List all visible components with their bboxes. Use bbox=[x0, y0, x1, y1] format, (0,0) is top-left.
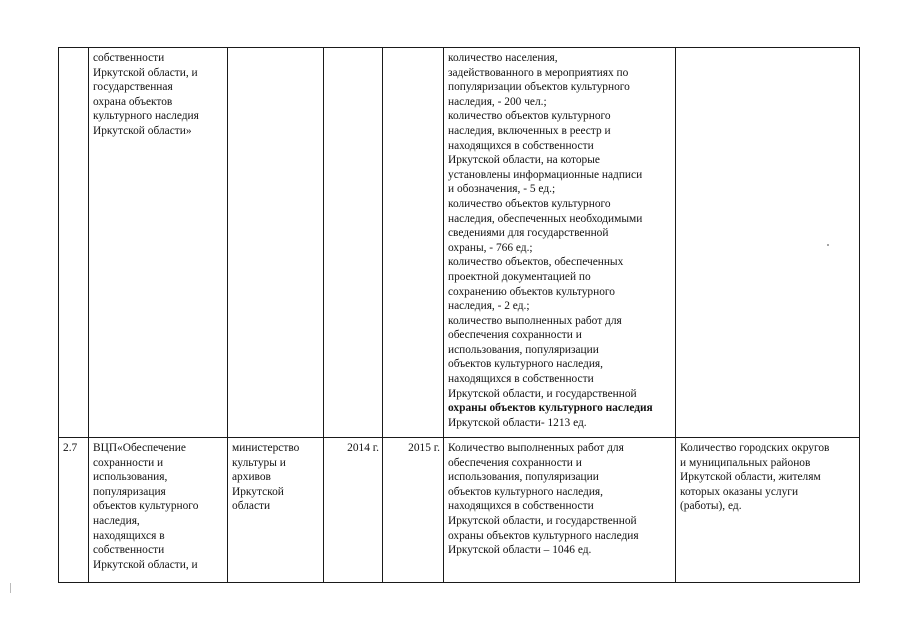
target-line: (работы), ед. bbox=[680, 500, 742, 513]
activity-name-line: использования, bbox=[93, 471, 168, 484]
executor-cell bbox=[228, 438, 324, 583]
table-row bbox=[59, 48, 860, 438]
scan-mark bbox=[10, 583, 11, 593]
executor-line: Иркутской bbox=[232, 485, 284, 498]
table-row bbox=[59, 438, 860, 583]
indicator-line: количество выполненных работ для bbox=[448, 314, 622, 327]
indicator-line: количество населения, bbox=[448, 52, 558, 64]
executor-line: архивов bbox=[232, 471, 271, 484]
end-year-cell bbox=[383, 438, 444, 583]
indicators-cell bbox=[444, 438, 676, 583]
row-number-cell bbox=[59, 438, 89, 583]
indicator-line: находящихся в собственности bbox=[448, 500, 594, 513]
activity-name-line: наследия, bbox=[93, 514, 140, 527]
indicator-line: охраны объектов культурного наследия bbox=[448, 529, 639, 542]
indicator-line: количество объектов культурного bbox=[448, 110, 611, 123]
end-year-cell bbox=[383, 48, 444, 438]
indicator-line: наследия, - 200 чел.; bbox=[448, 95, 547, 108]
indicator-line: задействованного в мероприятиях по bbox=[448, 66, 629, 79]
executor-cell bbox=[228, 48, 324, 438]
scan-speck bbox=[827, 244, 829, 246]
activity-name-line: охрана объектов bbox=[93, 95, 173, 108]
activity-name-line: Иркутской области, и bbox=[93, 558, 198, 571]
indicator-line: количество объектов культурного bbox=[448, 197, 611, 210]
start-year-cell bbox=[324, 438, 383, 583]
indicator-line: наследия, - 2 ед.; bbox=[448, 300, 530, 313]
indicator-line: сохранению объектов культурного bbox=[448, 285, 616, 298]
indicator-line: использования, популяризации bbox=[448, 471, 599, 484]
activity-name-line: культурного наследия bbox=[93, 110, 199, 123]
indicator-line: Иркутской области – 1046 ед. bbox=[448, 544, 592, 557]
executor-line: области bbox=[232, 500, 271, 513]
target-line: Количество городских округов bbox=[680, 442, 830, 454]
activity-name-line: сохранности и bbox=[93, 456, 164, 469]
start-year-cell bbox=[324, 48, 383, 438]
activity-name-cell bbox=[89, 438, 228, 583]
indicator-line: и обозначения, - 5 ед.; bbox=[448, 183, 556, 196]
target-indicator-cell bbox=[676, 48, 860, 438]
program-activities-table bbox=[58, 47, 860, 583]
indicator-line: использования, популяризации bbox=[448, 343, 599, 356]
indicator-line: сведениями для государственной bbox=[448, 227, 609, 240]
target-line: и муниципальных районов bbox=[680, 456, 811, 469]
indicator-line: проектной документацией по bbox=[448, 270, 591, 283]
indicators-cell bbox=[444, 48, 676, 438]
indicator-line: количество объектов, обеспеченных bbox=[448, 256, 624, 269]
activity-name-line: собственности bbox=[93, 544, 165, 557]
activity-name-line: государственная bbox=[93, 81, 173, 94]
indicator-line: наследия, обеспеченных необходимыми bbox=[448, 212, 643, 225]
indicator-line: Иркутской области- 1213 ед. bbox=[448, 416, 587, 429]
target-line: которых оказаны услуги bbox=[680, 485, 799, 498]
activity-name-line: находящихся в bbox=[93, 529, 165, 542]
activity-name-line: Иркутской области, и bbox=[93, 66, 198, 79]
executor-line: министерство bbox=[232, 442, 300, 454]
indicator-line: объектов культурного наследия, bbox=[448, 485, 604, 498]
activity-name-cell bbox=[89, 48, 228, 438]
activity-name-line: собственности bbox=[93, 52, 165, 64]
activity-name-line: Иркутской области» bbox=[93, 124, 192, 137]
indicator-line: находящихся в собственности bbox=[448, 373, 594, 386]
indicator-line: наследия, включенных в реестр и bbox=[448, 124, 611, 137]
indicator-line: Иркутской области, и государственной bbox=[448, 387, 637, 400]
indicator-line: установлены информационные надписи bbox=[448, 168, 643, 181]
activity-name-line: популяризация bbox=[93, 485, 166, 498]
executor-line: культуры и bbox=[232, 456, 286, 469]
row-number-cell bbox=[59, 48, 89, 438]
activity-name-line: ВЦП«Обеспечение bbox=[93, 442, 186, 454]
target-line: Иркутской области, жителям bbox=[680, 471, 821, 484]
end-year: 2015 г. bbox=[408, 442, 440, 454]
indicator-line: охраны объектов культурного наследия bbox=[448, 402, 653, 415]
indicator-line: Иркутской области, и государственной bbox=[448, 514, 637, 527]
indicator-line: обеспечения сохранности и bbox=[448, 456, 582, 469]
indicator-line: охраны, - 766 ед.; bbox=[448, 241, 533, 254]
indicator-line: объектов культурного наследия, bbox=[448, 358, 604, 371]
indicator-line: популяризации объектов культурного bbox=[448, 81, 630, 94]
indicator-line: обеспечения сохранности и bbox=[448, 329, 582, 342]
target-indicator-cell bbox=[676, 438, 860, 583]
row-number: 2.7 bbox=[63, 442, 78, 454]
start-year: 2014 г. bbox=[347, 442, 379, 454]
indicator-line: находящихся в собственности bbox=[448, 139, 594, 152]
indicator-line: Иркутской области, на которые bbox=[448, 154, 600, 167]
indicator-line: Количество выполненных работ для bbox=[448, 442, 624, 454]
activity-name-line: объектов культурного bbox=[93, 500, 199, 513]
